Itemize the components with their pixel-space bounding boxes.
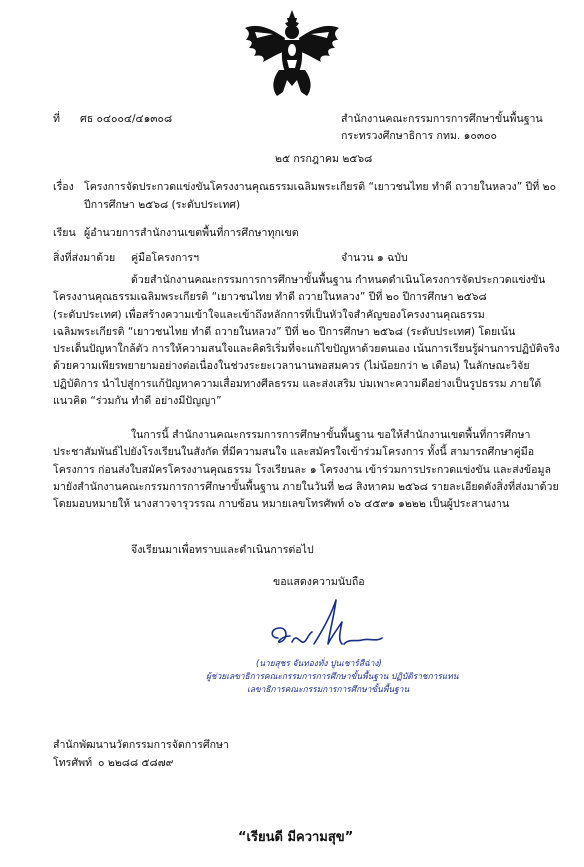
body-paragraph-2 <box>53 427 559 513</box>
footer-phone-label: โทรศัพท์ <box>53 757 93 769</box>
closing-line: จึงเรียนมาเพื่อทราบและดำเนินการต่อไป <box>131 544 314 556</box>
paragraph-line: ด้วยสำนักงานคณะกรรมการการศึกษาขั้นพื้นฐาน กำหนดดำเนินโครงการจัดประกวดแข่งขัน <box>131 274 546 286</box>
signer-name: (นายสุชร จันทองทั่ง ปูนเชาร์สีฉ่าง) <box>256 658 382 668</box>
issuing-ministry: กระทรวงศึกษาธิการ กทม. ๑๐๓๐๐ <box>341 130 498 142</box>
paragraph-line: แนวคิด “ร่วมกัน ทำดี อย่างมีปัญญา” <box>53 395 222 408</box>
issuing-office: สำนักงานคณะกรรมการการศึกษาขั้นพื้นฐาน <box>341 113 543 125</box>
enclosure-item: คู่มือโครงการฯ <box>131 252 200 264</box>
signer-title-line-2: เลขาธิการคณะกรรมการการศึกษาขั้นพื้นฐาน <box>247 684 410 694</box>
paragraph-line: ประเด็นปัญหาใกล้ตัว การให้ความสนใจและคิดริเริ่มที่จะแก้ไขปัญหาด้วยตนเอง เน้นการเรียนรู้ผ่านการปฏิบัติจริง <box>53 343 560 356</box>
paragraph-line: โดยมอบหมายให้ นางสาวจารุวรรณ กาบซ้อน หมายเลขโทรศัพท์ ๐๖ ๔๕๙๑ ๑๒๒๒ เป็นผู้ประสานงาน <box>53 498 510 511</box>
paragraph-line: โครงงานคุณธรรมเฉลิมพระเกียรติ “เยาวชนไทย ทำดี ถวายในหลวง” ปีที่ ๒๐ ปีการศึกษา ๒๕๖๘ <box>53 291 487 304</box>
paragraph-line: มายังสำนักงานคณะกรรมการการศึกษาขั้นพื้นฐาน ภายในวันที่ ๒๘ สิงหาคม ๒๕๖๘ รายละเอียดดังสิ่งที่ส่งมาด้วย <box>53 480 559 493</box>
recipient-label: เรียน <box>53 227 76 239</box>
doc-number: ศธ ๐๔๐๐๔/๔๑๓๐๘ <box>80 113 173 125</box>
paragraph-line: (ระดับประเทศ) เพื่อสร้างความเข้าใจและเข้าถึงหลักการที่เป็นหัวใจสำคัญของโครงงานคุณธรรม <box>53 308 485 321</box>
paragraph-line: ด้วยความเพียรพยายามอย่างต่อเนื่องในช่วงระยะเวลานานพอสมควร (ไม่น้อยกว่า ๒ เดือน) ในลักษณะวิจัย <box>53 360 530 373</box>
recipient-text: ผู้อำนวยการสำนักงานเขตพื้นที่การศึกษาทุกเขต <box>84 227 299 239</box>
motto: “เรียนดี มีความสุข” <box>238 830 354 845</box>
footer-phone: ๐ ๒๒๘๘ ๕๘๗๙ <box>98 757 174 769</box>
paragraph-line: ในการนี้ สำนักงานคณะกรรมการการศึกษาขั้นพื้นฐาน ขอให้สำนักงานเขตพื้นที่การศึกษา <box>131 429 531 441</box>
enclosure-quantity: จำนวน ๑ ฉบับ <box>341 252 408 264</box>
doc-number-label: ที่ <box>53 113 60 125</box>
garuda-emblem-icon <box>243 8 341 100</box>
paragraph-line: โครงการ ก่อนส่งใบสมัครโครงงานคุณธรรม โรงเรียนละ ๑ โครงงาน เข้าร่วมการประกวดแข่งขัน และส่งข้อมูล <box>53 463 551 476</box>
regards: ขอแสดงความนับถือ <box>273 576 365 588</box>
letter-date: ๒๕ กรกฎาคม ๒๕๖๘ <box>275 153 373 165</box>
paragraph-line: ปฏิบัติการ นำไปสู่การแก้ปัญหาความเสื่อมทางศีลธรรม และส่งเสริม บ่มเพาะความดีอย่างเป็นรูปธรรม ภายใต้ <box>53 377 542 390</box>
footer-office: สำนักพัฒนานวัตกรรมการจัดการศึกษา <box>53 739 229 751</box>
enclosure-label: สิ่งที่ส่งมาด้วย <box>53 252 116 264</box>
signer-title-line-1: ผู้ช่วยเลขาธิการคณะกรรมการการศึกษาขั้นพื้นฐาน ปฏิบัติราชการแทน <box>206 671 459 681</box>
subject-label: เรื่อง <box>53 181 74 193</box>
paragraph-line: ประชาสัมพันธ์ไปยังโรงเรียนในสังกัด ที่มีความสนใจ และสมัครใจเข้าร่วมโครงการ ทั้งนี้ สามารถศึกษาคู่มือ <box>53 446 535 459</box>
handwritten-signature <box>266 598 386 656</box>
body-paragraph-1 <box>53 272 560 410</box>
subject-line-2: ปีการศึกษา ๒๕๖๘ (ระดับประเทศ) <box>84 199 241 211</box>
paragraph-line: เฉลิมพระเกียรติ “เยาวชนไทย ทำดี ถวายในหลวง” ปีที่ ๒๐ ปีการศึกษา ๒๕๖๘ (ระดับประเทศ) โดยเน้น <box>53 325 516 338</box>
subject-line-1: โครงการจัดประกวดแข่งขันโครงงานคุณธรรมเฉลิมพระเกียรติ “เยาวชนไทย ทำดี ถวายในหลวง” ปีที่ ๒๐ <box>84 181 557 193</box>
